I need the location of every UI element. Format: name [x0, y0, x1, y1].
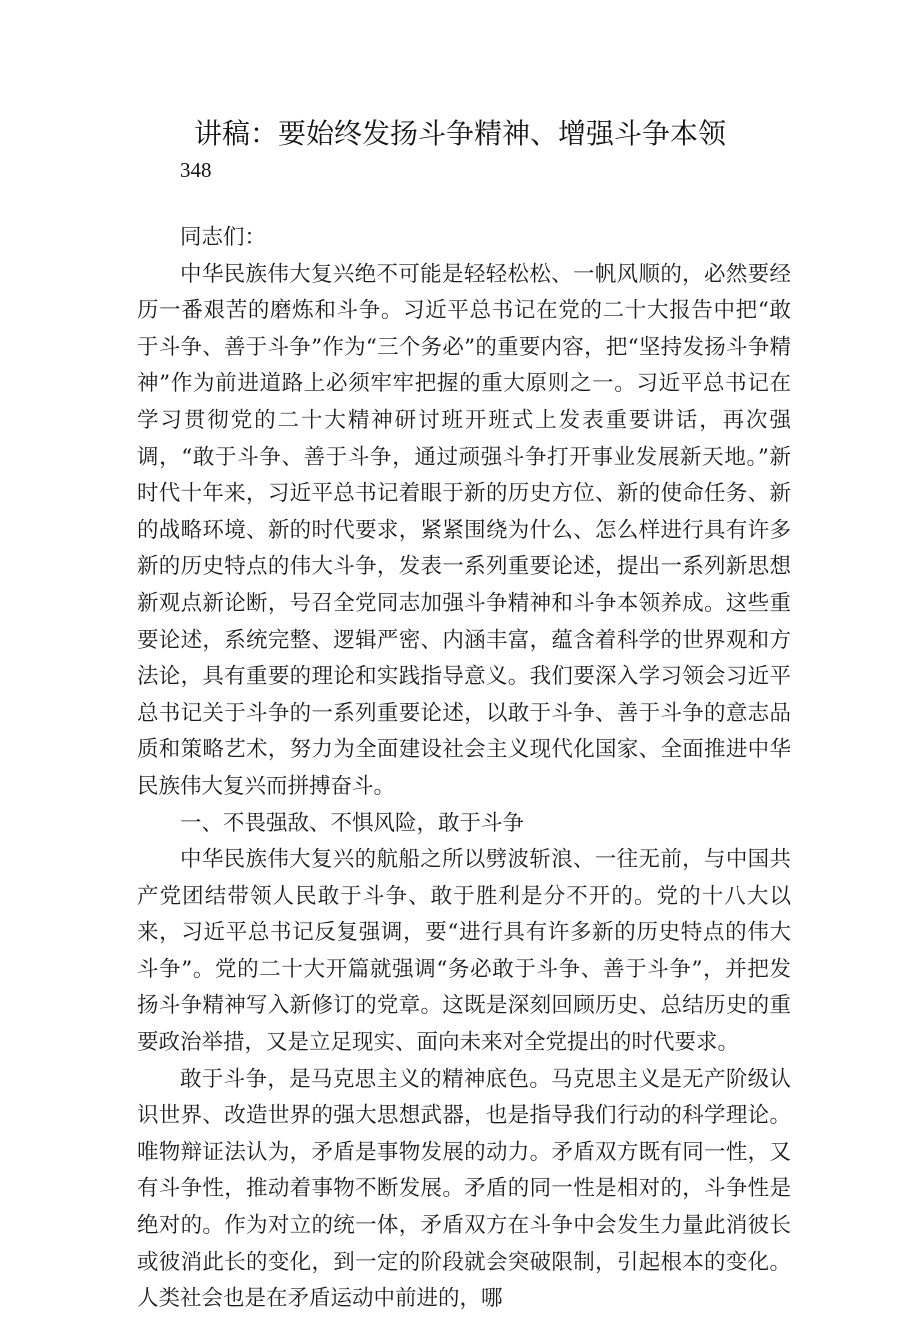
section-heading: 一、不畏强敌、不惧风险，敢于斗争 [180, 810, 525, 836]
document-title: 讲稿：要始终发扬斗争精神、增强斗争本领 [193, 117, 726, 150]
document-number: 348 [180, 158, 212, 182]
paragraph-intro: 中华民族伟大复兴绝不可能是轻轻松松、一帆风顺的，必然要经历一番艰苦的磨炼和斗争。习近平总书记在党的二十大报告中把“敢于斗争、善于斗争”作为“三个务必”的重要内容，把“坚持发扬斗争精神”作为前进道路上必须牢牢把握的重大原则之一。习近平总书记在学习贯彻党的二十大精神研讨班开班式上发表重要讲话，再次强调，“敢于斗争、善于斗争，通过顽强斗争打开事业发展新天地。”新时代十年来，习近平总书记着眼于新的历史方位、新的使命任务、新的战略环境、新的时代要求，紧紧围绕为什么、怎么样进行具有许多新的历史特点的伟大斗争，发表一系列重要论述，提出一系列新思想新观点新论断，号召全党同志加强斗争精神和斗争本领养成。这些重要论述，系统完整、逻辑严密、内涵丰富，蕴含着科学的世界观和方法论，具有重要的理论和实践指导意义。我们要深入学习领会习近平总书记关于斗争的一系列重要论述，以敢于斗争、善于斗争的意志品质和策略艺术，努力为全面建设社会主义现代化国家、全面推进中华民族伟大复兴而拼搏奋斗。 [137, 261, 791, 799]
paragraph-section-2: 敢于斗争，是马克思主义的精神底色。马克思主义是无产阶级认识世界、改造世界的强大思想武器，也是指导我们行动的科学理论。唯物辩证法认为，矛盾是事物发展的动力。矛盾双方既有同一性，又有斗争性，推动着事物不断发展。矛盾的同一性是相对的，斗争性是绝对的。作为对立的统一体，矛盾双方在斗争中会发生力量此消彼长或彼消此长的变化，到一定的阶段就会突破限制，引起根本的变化。人类社会也是在矛盾运动中前进的，哪 [137, 1066, 791, 1312]
salutation: 同志们： [180, 225, 267, 250]
paragraph-section-1: 中华民族伟大复兴的航船之所以劈波斩浪、一往无前，与中国共产党团结带领人民敢于斗争、敢于胜利是分不开的。党的十八大以来，习近平总书记反复强调，要“进行具有许多新的历史特点的伟大斗争”。党的二十大开篇就强调“务必敢于斗争、善于斗争”，并把发扬斗争精神写入新修订的党章。这既是深刻回顾历史、总结历史的重要政治举措，又是立足现实、面向未来对全党提出的时代要求。 [137, 847, 791, 1056]
document-body [137, 220, 791, 1318]
